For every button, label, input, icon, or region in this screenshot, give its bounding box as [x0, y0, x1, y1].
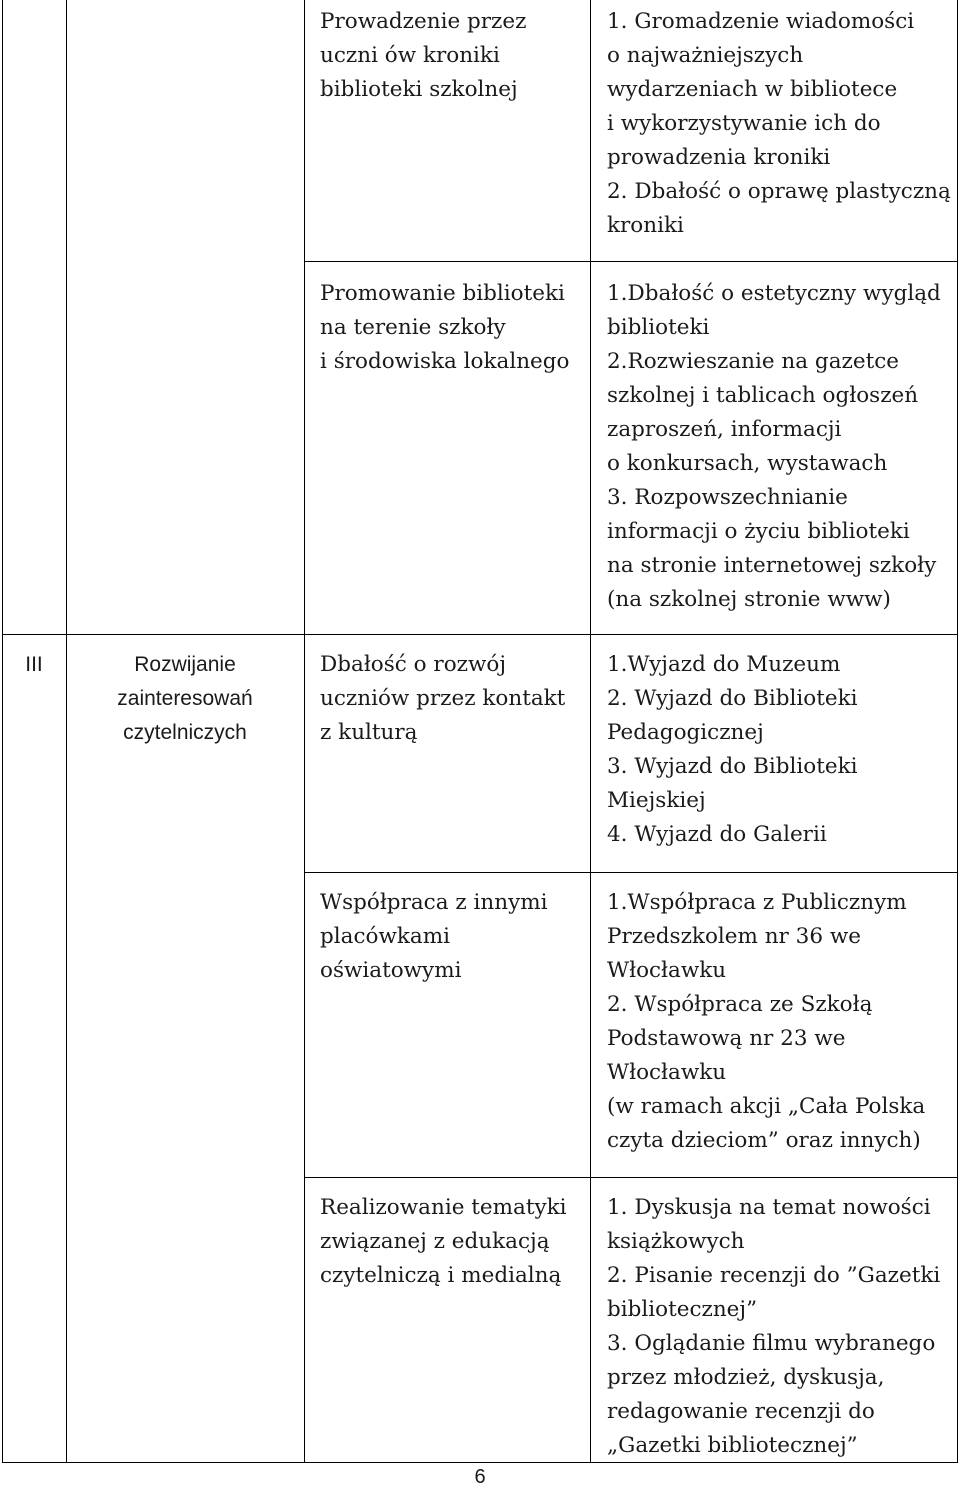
row-divider [2, 634, 958, 635]
task-cell: Dbałość o rozwój uczniów przez kontakt z kulturą [320, 652, 566, 745]
section-number: III [25, 653, 43, 676]
actions-cell: 1.Dbałość o estetyczny wygląd biblioteki 2.Rozwieszanie na gazetce szkolnej i tablicach ogłoszeń zaproszeń, informacji o konkursach, wystawach 3. Rozpowszechnianie informacji o życiu biblioteki na stronie internetowej szkoły (na szkolnej stronie www) [607, 281, 941, 612]
actions-cell: 1. Dyskusja na temat nowości książkowych 2. Pisanie recenzji do ”Gazetki bibliotecznej” 3. Oglądanie filmu wybranego przez młodzież, dyskusja, redagowanie recenzji do „Gazetki bibliotecznej” [607, 1195, 941, 1458]
task-cell: Prowadzenie przez uczni ów kroniki biblioteki szkolnej [320, 9, 527, 102]
page-number: 6 [474, 1466, 486, 1488]
actions-cell: 1. Gromadzenie wiadomości o najważniejszych wydarzeniach w bibliotece i wykorzystywanie ich do prowadzenia kroniki 2. Dbałość o oprawę plastyczną kroniki [607, 9, 951, 238]
section-area-title: Rozwijanie zainteresowań czytelniczych [117, 653, 253, 744]
table-divider-col3 [590, 0, 591, 1463]
table-divider-col2 [304, 0, 305, 1463]
row-divider [304, 261, 958, 262]
task-cell: Współpraca z innymi placówkami oświatowymi [320, 890, 548, 983]
row-divider [304, 1177, 958, 1178]
table-border-left [2, 0, 3, 1463]
task-cell: Promowanie biblioteki na terenie szkoły i środowiska lokalnego [320, 281, 570, 374]
actions-cell: 1.Współpraca z Publicznym Przedszkolem nr 36 we Włocławku 2. Współpraca ze Szkołą Podstawową nr 23 we Włocławku (w ramach akcji „Cała Polska czyta dzieciom” oraz innych) [607, 890, 926, 1153]
actions-cell: 1.Wyjazd do Muzeum 2. Wyjazd do Biblioteki Pedagogicznej 3. Wyjazd do Biblioteki Miejskiej 4. Wyjazd do Galerii [607, 652, 858, 847]
task-cell: Realizowanie tematyki związanej z edukacją czytelniczą i medialną [320, 1195, 567, 1288]
row-divider [304, 872, 958, 873]
table-border-right [957, 0, 958, 1463]
